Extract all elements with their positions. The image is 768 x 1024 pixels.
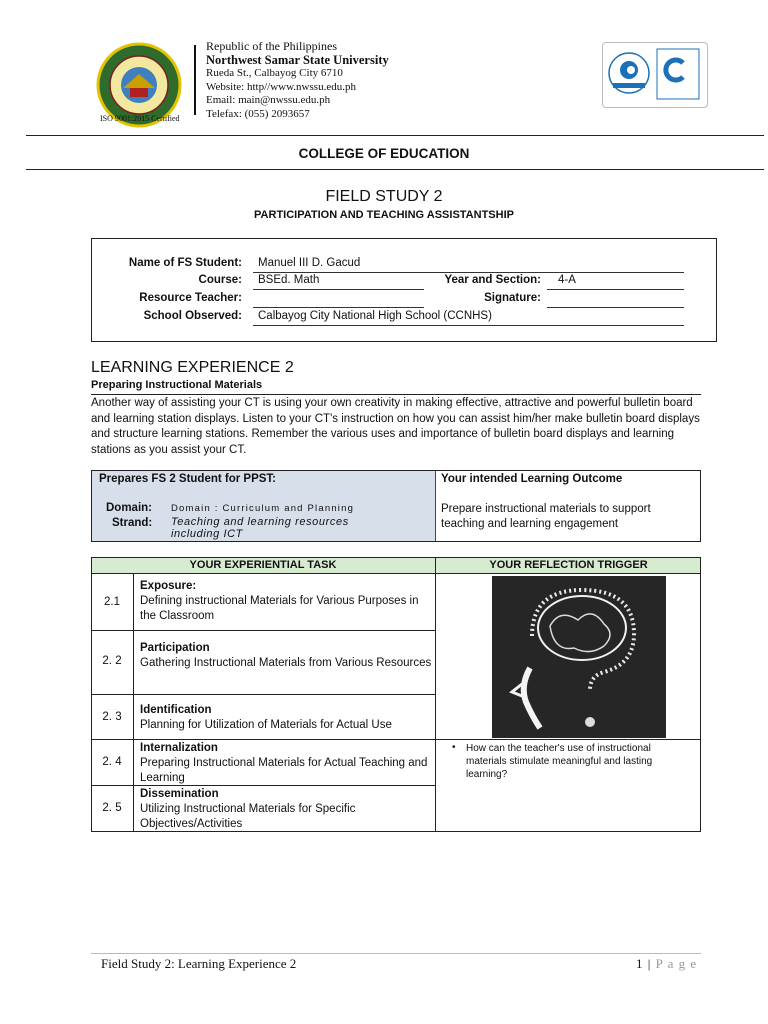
row-line [91,694,435,695]
year-section-label: Year and Section: [444,274,541,286]
task-text: Preparing Instructional Materials for Actual Teaching and Learning [140,757,428,784]
brain-head-illustration [492,576,666,738]
bullet-icon: • [452,742,456,753]
task-row [140,703,432,733]
website-line: Website: http//www.nwssu.edu.ph [206,80,356,93]
reflection-question: How can the teacher's use of instructional materials stimulate meaningful and lasting learning? [466,743,653,780]
header-divider [194,45,196,115]
page-word: P a g e [655,956,698,971]
task-row [140,641,432,671]
footer-rule [91,953,701,954]
ppst-divider [435,471,436,541]
school-label: School Observed: [143,310,242,322]
task-title: Identification [140,704,212,716]
domain-label: Domain: [106,502,152,514]
country-line: Republic of the Philippines [206,39,337,53]
resource-teacher-label: Resource Teacher: [139,292,242,304]
student-name: Manuel III D. Gacud [258,257,361,269]
teacher-underline [253,307,424,308]
telefax-line: Telefax: (055) 2093657 [206,107,310,120]
school-underline [253,325,684,326]
task-text: Utilizing Instructional Materials for Specific Objectives/Activities [140,803,356,830]
task-text: Defining instructional Materials for Various Purposes in the Classroom [140,595,419,622]
outcome-heading: Your intended Learning Outcome [441,473,623,485]
task-title: Exposure: [140,580,197,592]
college-name: COLLEGE OF EDUCATION [298,146,470,161]
task-text: Gathering Instructional Materials from Various Resources [140,657,432,669]
task-row [140,579,432,624]
email-line: Email: main@nwssu.edu.ph [206,94,331,106]
header-rule-bottom [26,169,764,170]
year-section-value: 4-A [558,274,576,286]
name-label: Name of FS Student: [128,257,242,269]
number-column-divider [133,573,134,832]
page-subtitle: PARTICIPATION AND TEACHING ASSISTANTSHIP [254,209,514,221]
task-title: Participation [140,642,210,654]
intro-paragraph: Another way of assisting your CT is using your own creativity in making effective, attractive and powerful bulletin board and learning station displays. Listen to your CT's instruction on how you can assist him/her make bulletin board displays and structure learning stations. Remember the various uses and importance of bulletin board displays and learning stations as you assist your CT. [91,397,700,456]
task-number: 2. 4 [102,756,122,768]
name-underline [253,272,684,273]
task-number: 2. 2 [102,655,122,667]
task-text: Planning for Utilization of Materials for Actual Use [140,719,392,731]
university-name: Northwest Samar State University [206,52,389,67]
header-row-line [91,573,701,574]
page-number [636,956,697,972]
school-value: Calbayog City National High School (CCNHS) [258,310,492,322]
experiential-task-header: YOUR EXPERIENTIAL TASK [189,559,337,571]
ppst-heading: Prepares FS 2 Student for PPST: [99,473,277,485]
section-rule [91,394,701,395]
student-info-box [91,238,717,342]
task-number: 2. 5 [102,802,122,814]
signature-underline [547,307,684,308]
task-title: Dissemination [140,788,219,800]
strand-value: Teaching and learning resources including ICT [171,516,349,540]
task-row [140,741,432,786]
page-number-value: 1 | [636,956,656,971]
course-label: Course: [198,274,242,286]
row-line [91,739,701,740]
reflection-trigger-header: YOUR REFLECTION TRIGGER [489,559,648,571]
footer-title: Field Study 2: Learning Experience 2 [101,956,297,971]
column-divider [435,557,436,832]
domain-value: Domain : Curriculum and Planning [171,503,355,514]
certification-logos [602,42,708,108]
strand-label: Strand: [112,517,153,529]
task-row [140,787,432,832]
outcome-text: Prepare instructional materials to support teaching and learning engagement [441,503,651,530]
learning-experience-subtitle: Preparing Instructional Materials [91,379,263,391]
row-line [91,630,435,631]
iso-caption: ISO 9001:2015 Certified [100,114,180,123]
learning-experience-title: LEARNING EXPERIENCE 2 [91,359,294,376]
page-title: FIELD STUDY 2 [325,188,443,205]
header-rule-top [26,135,764,136]
course-value: BSEd. Math [258,274,320,286]
course-underline [253,289,424,290]
year-underline [547,289,684,290]
signature-label: Signature: [484,292,541,304]
task-number: 2. 3 [102,711,122,723]
address-line: Rueda St., Calbayog City 6710 [206,67,343,79]
task-number: 2.1 [104,596,120,608]
university-letterhead [206,40,389,121]
task-title: Internalization [140,742,218,754]
